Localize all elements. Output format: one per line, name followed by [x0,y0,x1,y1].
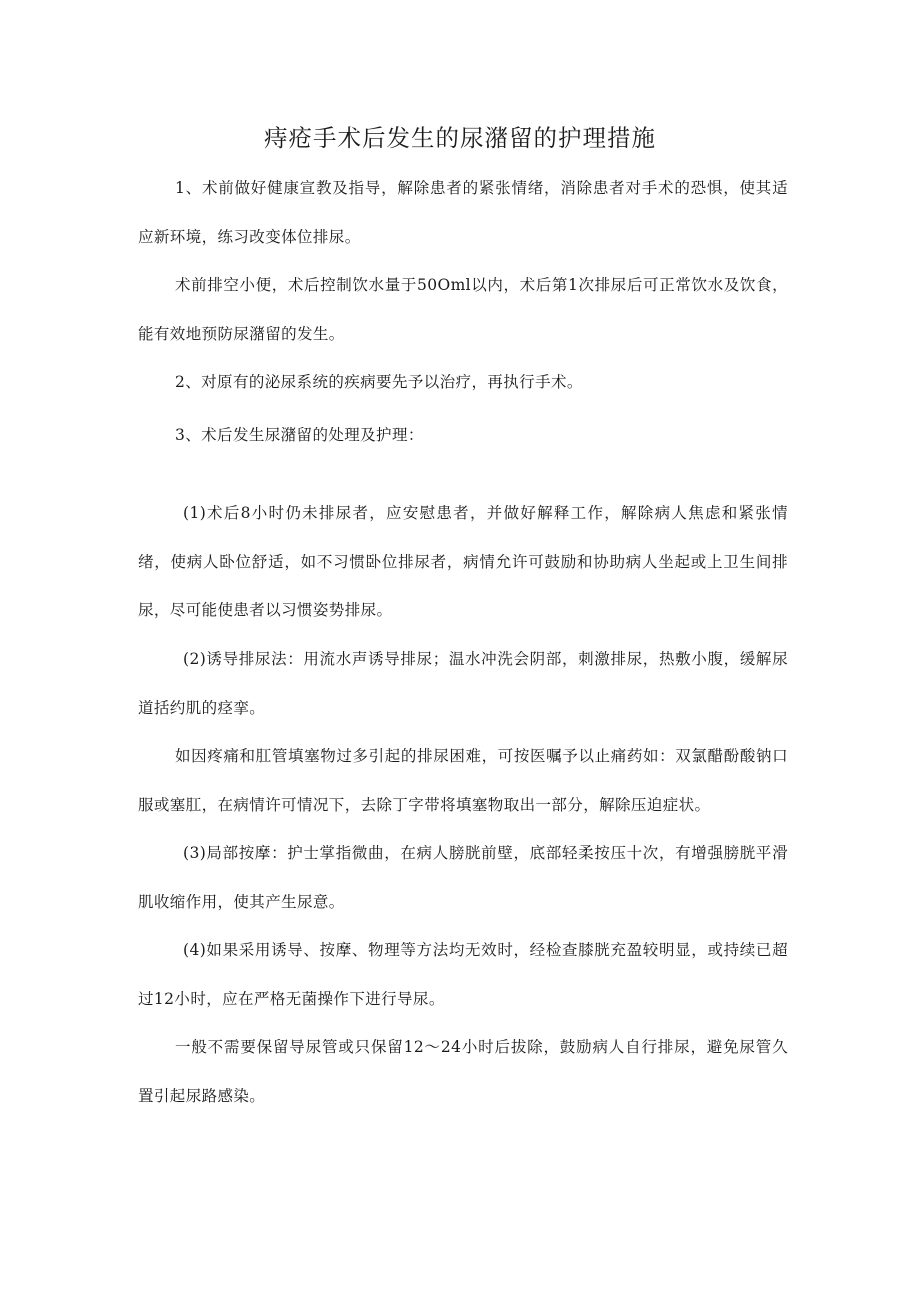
paragraph-preop-education: 1、术前做好健康宣教及指导，解除患者的紧张情绪，消除患者对手术的恐惧，使其适应新环境，练习改变体位排尿。 [138,179,788,246]
paragraph-item-2: (2)诱导排尿法：用流水声诱导排尿；温水冲洗会阴部，刺激排尿，热敷小腹，缓解尿道括约肌的痉挛。 [138,650,788,717]
paragraph-item-3: (3)局部按摩：护士掌指微曲，在病人膀胱前壁，底部轻柔按压十次，有增强膀胱平滑肌收缩作用，使其产生尿意。 [138,844,788,911]
paragraph-postop-retention-heading: 3、术后发生尿潴留的处理及护理： [175,426,424,444]
paragraph-item-4: (4)如果采用诱导、按摩、物理等方法均无效时，经检查膝胱充盈较明显，或持续已超过12小时，应在严格无菌操作下进行导尿。 [138,941,788,1008]
paragraph-item-1: (1)术后8小时仍未排尿者，应安慰患者，并做好解释工作，解除病人焦虑和紧张情绪，使病人卧位舒适，如不习惯卧位排尿者，病情允许可鼓励和协助病人坐起或上卫生间排尿，尽可能使患者以习惯姿势排尿。 [138,504,788,619]
paragraph-preop-voiding: 术前排空小便，术后控制饮水量于50Oml以内，术后第1次排尿后可正常饮水及饮食，能有效地预防尿潴留的发生。 [138,276,788,343]
document-title: 痔疮手术后发生的尿潴留的护理措施 [264,124,656,152]
paragraph-pain-relief: 如因疼痛和肛管填塞物过多引起的排尿困难，可按医嘱予以止痛药如：双氯醋酚酸钠口服或塞肛，在病情许可情况下，去除丁字带将填塞物取出一部分，解除压迫症状。 [138,747,788,814]
paragraph-catheter-removal: 一般不需要保留导尿管或只保留12～24小时后拔除，鼓励病人自行排尿，避免尿管久置引起尿路感染。 [138,1038,788,1105]
paragraph-treat-urinary-disease: 2、对原有的泌尿系统的疾病要先予以治疗，再执行手术。 [175,373,583,391]
